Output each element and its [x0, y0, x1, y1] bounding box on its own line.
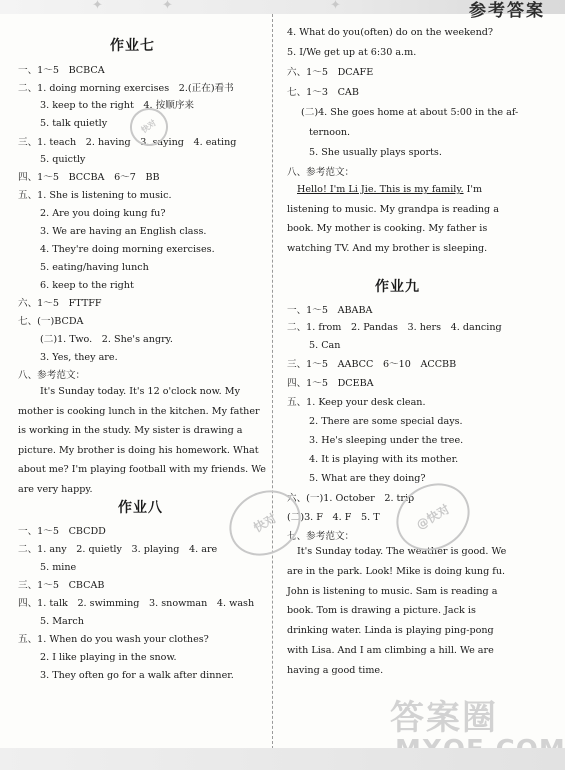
answer-line: 5. March: [40, 616, 84, 627]
answer-line: 一、1～5 BCBCA: [18, 65, 105, 76]
star-icon: ✦: [330, 0, 341, 13]
sample-essay: It's Sunday today. The weather is good. We are in the park. Look! Mike is doing kung fu. John is listening to music. Sam is reading a book. Tom is drawing a picture. Jack is drinking water. Linda is playing ping-pong with Lisa. And I am climbing a hill. We are having a good time.: [287, 546, 507, 676]
answer-line: (二)4. She goes home at about 5:00 in the af-: [301, 107, 519, 118]
answer-line: 5. I/We get up at 6:30 a.m.: [287, 47, 417, 58]
answer-line: 5. She usually plays sports.: [309, 147, 442, 158]
answer-line: 4. They're doing morning exercises.: [40, 244, 215, 255]
answer-line: ternoon.: [309, 127, 351, 138]
answer-line: 5. talk quietly: [40, 118, 108, 129]
answer-line: 五、1. She is listening to music.: [18, 190, 172, 201]
watermark-stamp: 快对: [123, 101, 176, 154]
answer-line: 四、1～5 BCCBA 6～7 BB: [18, 172, 160, 183]
answer-line: 五、1. Keep your desk clean.: [287, 397, 426, 408]
answer-line: 八、参考范文：: [18, 370, 86, 381]
answer-line: 四、1. talk 2. swimming 3. snowman 4. wash: [18, 598, 255, 609]
answer-line: [18, 82, 234, 96]
answer-line: 3. keep to the right 4. 按顺序来: [40, 100, 195, 111]
answer-line: 5. eating/having lunch: [40, 262, 149, 273]
footer-band: [0, 748, 565, 770]
answer-line: 三、1. teach 2. having 3. saying 4. eating: [18, 137, 237, 148]
star-icon: ✦: [162, 0, 173, 13]
answer-line: 四、1～5 DCEBA: [287, 378, 374, 389]
sample-essay: [287, 180, 512, 258]
section-title-hw9: 作业九: [375, 279, 420, 295]
sample-essay: It's Sunday today. It's 12 o'clock now. My mother is cooking lunch in the kitchen. My father is working in the study. My sister is drawing a picture. My brother is doing his homework. What about me? I'm playing football with my friends. We are very happy.: [18, 386, 266, 495]
answer-line: 5. quictly: [40, 154, 86, 165]
answer-line: 2. I like playing in the snow.: [40, 652, 177, 663]
answer-line: (二)1. Two. 2. She's angry.: [40, 334, 173, 345]
answer-line: 二、1. from 2. Pandas 3. hers 4. dancing: [287, 322, 502, 333]
answer-line: 三、1～5 AABCC 6～10 ACCBB: [287, 359, 457, 370]
answer-line: 六、(一)1. October 2. trip: [287, 493, 415, 504]
answer-line: 五、1. When do you wash your clothes?: [18, 634, 209, 645]
watermark-stamp: @快对: [384, 470, 482, 563]
answer-line: 4. It is playing with its mother.: [309, 454, 459, 465]
answer-part: 2.(正在)看书: [178, 83, 234, 94]
answer-line: 5. Can: [309, 340, 341, 351]
answer-line: 5. mine: [40, 562, 77, 573]
answer-line: 七、参考范文：: [287, 531, 355, 542]
answer-line: 2. There are some special days.: [309, 416, 463, 427]
answer-line: 4. What do you(often) do on the weekend?: [287, 27, 494, 38]
answer-part: 二、1. doing morning exercises: [18, 83, 179, 94]
answer-line: 一、1～5 CBCDD: [18, 526, 106, 537]
answer-line: 二、1. any 2. quietly 3. playing 4. are: [18, 544, 218, 555]
answer-line: 三、1～5 CBCAB: [18, 580, 105, 591]
column-divider: [272, 14, 273, 754]
essay-underlined-lead: Hello! I'm Li Jie. This is my family.: [297, 184, 464, 195]
answer-line: 六、1～5 DCAFE: [287, 67, 374, 78]
answer-line: 3. We are having an English class.: [40, 226, 207, 237]
answer-line: (二)3. F 4. F 5. T: [287, 512, 380, 523]
answer-line: 一、1～5 ABABA: [287, 305, 373, 316]
answer-line: 七、1～3 CAB: [287, 87, 359, 98]
answer-line: 3. Yes, they are.: [40, 352, 118, 363]
answer-line: 5. What are they doing?: [309, 473, 426, 484]
section-title-hw7: 作业七: [110, 38, 155, 54]
answer-line: 六、1～5 FTTFF: [18, 298, 102, 309]
answer-line: 3. He's sleeping under the tree.: [309, 435, 464, 446]
essay-body: I'm listening to music. My grandpa is reading a book. My mother is cooking. My father is watching TV. And my brother is sleeping.: [287, 184, 499, 254]
answer-line: 3. They often go for a walk after dinner.: [40, 670, 234, 681]
answer-line: 七、(一)BCDA: [18, 316, 84, 327]
page-header-title: 参考答案: [469, 1, 545, 21]
star-icon: ✦: [92, 0, 103, 13]
answer-line: 八、参考范文：: [287, 167, 355, 178]
watermark-stamp: 快对: [217, 478, 312, 569]
watermark-brand: 答案圈: [390, 698, 498, 738]
answer-line: 2. Are you doing kung fu?: [40, 208, 166, 219]
section-title-hw8: 作业八: [118, 500, 163, 516]
answer-line: 6. keep to the right: [40, 280, 134, 291]
